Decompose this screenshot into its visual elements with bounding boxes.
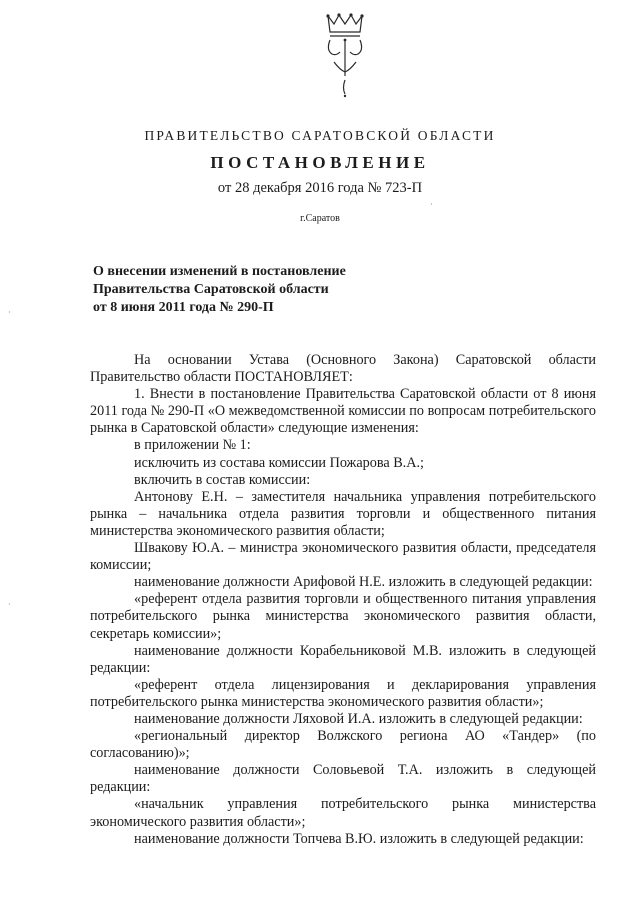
paragraph: «начальник управления потребительского рынка министерства экономического развития области»; xyxy=(90,796,596,830)
paragraph: наименование должности Арифовой Н.Е. изложить в следующей редакции: xyxy=(134,574,593,591)
paragraph: На основании Устава (Основного Закона) Саратовской области Правительство области ПОСТАНОВЛЯЕТ: xyxy=(90,352,596,386)
paragraph: «референт отдела развития торговли и общественного питания управления потребительского рынка министерства экономического развития области, секретарь комиссии»; xyxy=(90,591,596,642)
scan-speck: · xyxy=(430,200,433,209)
paragraph: наименование должности Ляховой И.А. изложить в следующей редакции: xyxy=(134,710,583,727)
paragraph: наименование должности Корабельниковой М.В. изложить в следующей редакции: xyxy=(90,642,596,676)
paragraph: Антонову Е.Н. – заместителя начальника управления потребительского рынка – начальника отдела развития торговли и общественного питания министерства экономического развития области; xyxy=(90,488,596,539)
paragraph: наименование должности Топчева В.Ю. изложить в следующей редакции: xyxy=(134,830,584,847)
coat-of-arms-icon xyxy=(322,10,368,110)
document-city: г.Саратов xyxy=(300,213,340,224)
document-body xyxy=(90,352,596,848)
paragraph: 1. Внести в постановление Правительства Саратовской области от 8 июня 2011 года № 290-П «О межведомственной комиссии по вопросам потребительского рынка в Саратовской области» следующие изменения: xyxy=(90,386,596,437)
document-type: ПОСТАНОВЛЕНИЕ xyxy=(210,153,430,172)
document-subject xyxy=(93,263,346,317)
subject-line: от 8 июня 2011 года № 290-П xyxy=(93,300,274,315)
paragraph: Швакову Ю.А. – министра экономического развития области, председателя комиссии; xyxy=(90,540,596,574)
paragraph: наименование должности Соловьевой Т.А. изложить в следующей редакции: xyxy=(90,762,596,796)
government-name: ПРАВИТЕЛЬСТВО САРАТОВСКОЙ ОБЛАСТИ xyxy=(144,128,496,143)
paragraph: включить в состав комиссии: xyxy=(134,471,311,488)
paragraph: «референт отдела лицензирования и декларирования управления потребительского рынка министерства экономического развития области»; xyxy=(90,676,596,710)
subject-line: О внесении изменений в постановление xyxy=(93,264,346,279)
paragraph: в приложении № 1: xyxy=(134,437,251,454)
scan-speck: · xyxy=(8,600,11,609)
paragraph: исключить из состава комиссии Пожарова В.А.; xyxy=(134,454,424,471)
scan-speck: · xyxy=(8,308,11,317)
subject-line: Правительства Саратовской области xyxy=(93,282,329,297)
paragraph: «региональный директор Волжского региона АО «Тандер» (по согласованию)»; xyxy=(90,728,596,762)
document-date-number: от 28 декабря 2016 года № 723-П xyxy=(217,180,423,196)
